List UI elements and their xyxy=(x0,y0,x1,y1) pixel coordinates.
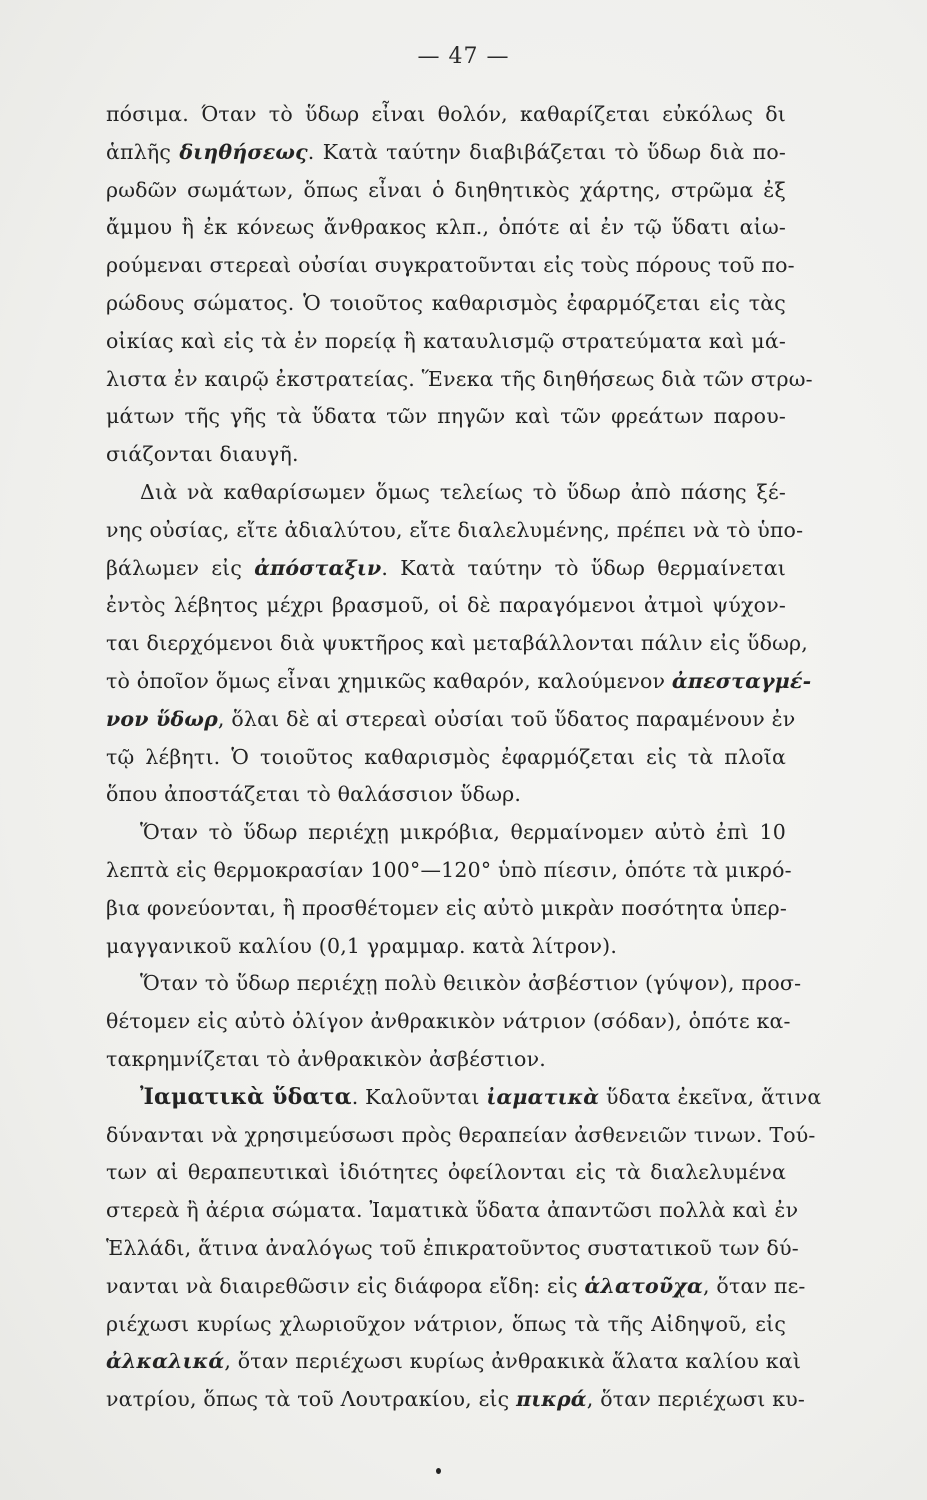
line-text: νανται νὰ διαιρεθῶσιν εἰς διάφορα εἴδη: εἰς xyxy=(106,1273,585,1298)
text-line xyxy=(106,587,786,625)
line-text: οἰκίας καὶ εἰς τὰ ἐν πορείᾳ ἢ καταυλισμῷ στρατεύματα καὶ μά- xyxy=(106,328,786,353)
line-text: νης οὐσίας, εἴτε ἀδιαλύτου, εἴτε διαλελυμένης, πρέπει νὰ τὸ ὑπο- xyxy=(106,517,804,542)
line-text: ἁπλῆς xyxy=(106,139,180,164)
text-line xyxy=(106,1041,786,1079)
line-text: ἐντὸς λέβητος μέχρι βρασμοῦ, οἱ δὲ παραγόμενοι ἀτμοὶ ψύχον- xyxy=(106,593,786,618)
text-line xyxy=(106,1192,799,1230)
emphasized-term: νον ὕδωρ xyxy=(106,706,218,731)
line-text-rest: . Κατὰ ταύτην διαβιβάζεται τὸ ὕδωρ διὰ πο- xyxy=(307,139,786,164)
line-text: πόσιμα. Όταν τὸ ὕδωρ εἶναι θολόν, καθαρίζεται εὐκόλως δι xyxy=(106,102,786,126)
ink-spot xyxy=(436,1468,441,1474)
emphasized-term: ἀλκαλικά xyxy=(106,1349,225,1374)
text-line xyxy=(106,814,786,852)
line-text: Ὅταν τὸ ὕδωρ περιέχῃ μικρόβια, θερμαίνομεν αὐτὸ ἐπὶ 10 xyxy=(140,820,786,845)
text-line xyxy=(106,739,786,777)
emphasized-term: ἁλατοῦχα xyxy=(584,1273,703,1298)
text-line xyxy=(106,776,786,814)
emphasized-term: διηθήσεως xyxy=(179,139,308,164)
text-line xyxy=(106,436,786,474)
line-text: Ἑλλάδι, ἅτινα ἀναλόγως τοῦ ἐπικρατοῦντος συστατικοῦ των δύ- xyxy=(106,1235,799,1260)
line-text-rest: , ὅταν περιέχωσι κυ- xyxy=(586,1387,805,1412)
line-text: των αἱ θεραπευτικαὶ ἰδιότητες ὀφείλονται εἰς τὰ διαλελυμένα xyxy=(106,1160,786,1185)
text-line xyxy=(106,852,792,890)
line-text: τὸ ὁποῖον ὅμως εἶναι χημικῶς καθαρόν, καλούμενον xyxy=(106,668,672,693)
line-text: ριέχωσι κυρίως χλωριοῦχον νάτριον, ὅπως τὰ τῆς Αἰδηψοῦ, εἰς xyxy=(106,1311,786,1336)
text-line xyxy=(106,1079,822,1117)
text-line xyxy=(106,285,786,323)
line-text: νατρίου, ὅπως τὰ τοῦ Λουτρακίου, εἰς xyxy=(106,1387,517,1412)
text-line xyxy=(106,1154,786,1192)
line-text: μάτων τῆς γῆς τὰ ὕδατα τῶν πηγῶν καὶ τῶν φρεάτων παρου- xyxy=(106,404,786,429)
line-text: ἄμμου ἢ ἐκ κόνεως ἄνθρακος κλπ., ὁπότε αἱ ἐν τῷ ὕδατι αἰω- xyxy=(106,215,786,240)
text-line xyxy=(106,1343,802,1381)
line-text: . Καλοῦνται xyxy=(351,1084,487,1109)
text-line xyxy=(106,209,786,247)
text-line xyxy=(106,625,808,663)
text-line xyxy=(106,247,795,285)
line-text: σιάζονται διαυγῆ. xyxy=(106,442,299,467)
line-text: Διὰ νὰ καθαρίσωμεν ὅμως τελείως τὸ ὕδωρ ἀπὸ πάσης ξέ- xyxy=(140,479,786,504)
text-line xyxy=(106,1117,816,1155)
line-text: στερεὰ ἢ ἀέρια σώματα. Ἰαματικὰ ὕδατα ἀπαντῶσι πολλὰ καὶ ἐν xyxy=(106,1198,799,1223)
line-text-rest: ὕδατα ἐκεῖνα, ἅτινα xyxy=(599,1084,822,1109)
text-line xyxy=(106,1268,806,1306)
page-number: — 47 — xyxy=(417,44,510,69)
text-line xyxy=(106,398,786,436)
line-text: ὅπου ἀποστάζεται τὸ θαλάσσιον ὕδωρ. xyxy=(106,782,522,807)
line-text: ρούμεναι στερεαὶ οὐσίαι συγκρατοῦνται εἰς τοὺς πόρους τοῦ πο- xyxy=(106,253,795,278)
line-text-rest: . Κατὰ ταύτην τὸ ὕδωρ θερμαίνεται xyxy=(381,555,786,580)
emphasized-term: πικρά xyxy=(516,1387,587,1412)
line-text: ρωδῶν σωμάτων, ὅπως εἶναι ὁ διηθητικὸς χάρτης, στρῶμα ἐξ xyxy=(106,177,786,202)
text-line xyxy=(106,1381,805,1419)
text-line xyxy=(106,172,786,210)
text-line xyxy=(106,134,786,172)
line-text: ρώδους σώματος. Ὁ τοιοῦτος καθαρισμὸς ἐφαρμόζεται εἰς τὰς xyxy=(106,290,786,315)
line-text: τακρημνίζεται τὸ ἀνθρακικὸν ἀσβέστιον. xyxy=(106,1046,546,1071)
line-text: λεπτὰ εἰς θερμοκρασίαν 100°—120° ὑπὸ πίεσιν, ὁπότε τὰ μικρό- xyxy=(106,857,792,882)
text-line xyxy=(106,1230,799,1268)
line-text: ται διερχόμενοι διὰ ψυκτῆρος καὶ μεταβάλλονται πάλιν εἰς ὕδωρ, xyxy=(106,631,808,656)
line-text: δύνανται νὰ χρησιμεύσωσι πρὸς θεραπείαν ἀσθενειῶν τινων. Τού- xyxy=(106,1122,816,1147)
text-line xyxy=(106,550,786,588)
text-line xyxy=(106,701,796,739)
emphasized-term: ἀπεσταγμέ- xyxy=(671,668,812,693)
body-text xyxy=(106,96,822,1419)
text-line xyxy=(106,512,804,550)
line-text-rest: , ὅλαι δὲ αἱ στερεαὶ οὐσίαι τοῦ ὕδατος παραμένουν ἐν xyxy=(217,706,796,731)
text-line xyxy=(106,361,813,399)
section-heading: Ἰαματικὰ ὕδατα xyxy=(140,1083,352,1110)
line-text: βάλωμεν εἰς xyxy=(106,555,255,580)
text-line xyxy=(106,1306,786,1344)
line-text-rest: , ὅταν περιέχωσι κυρίως ἀνθρακικὰ ἅλατα καλίου καὶ xyxy=(224,1349,802,1374)
line-text: λιστα ἐν καιρῷ ἐκστρατείας. Ἕνεκα τῆς διηθήσεως διὰ τῶν στρω- xyxy=(106,366,813,391)
text-line xyxy=(106,890,786,928)
text-line xyxy=(106,928,786,966)
text-line xyxy=(106,96,786,134)
text-line xyxy=(106,663,812,701)
text-line xyxy=(106,323,786,361)
line-text-rest: , ὅταν πε- xyxy=(702,1273,806,1298)
line-text: τῷ λέβητι. Ὁ τοιοῦτος καθαρισμὸς ἐφαρμόζεται εἰς τὰ πλοῖα xyxy=(106,744,786,769)
emphasized-term: ἀπόσταξιν xyxy=(254,555,382,580)
line-text: μαγγανικοῦ καλίου (0,1 γραμμαρ. κατὰ λίτρον). xyxy=(106,933,618,958)
line-text: θέτομεν εἰς αὐτὸ ὀλίγον ἀνθρακικὸν νάτριον (σόδαν), ὁπότε κα- xyxy=(106,1009,791,1034)
line-text: Ὅταν τὸ ὕδωρ περιέχῃ πολὺ θειικὸν ἀσβέστιον (γύψον), προσ- xyxy=(140,971,802,996)
text-line xyxy=(106,965,802,1003)
text-line xyxy=(106,1003,791,1041)
text-line xyxy=(106,474,786,512)
line-text: βια φονεύονται, ἢ προσθέτομεν εἰς αὐτὸ μικρὰν ποσότητα ὑπερ- xyxy=(106,895,787,920)
emphasized-term: ἰαματικὰ xyxy=(486,1084,600,1109)
